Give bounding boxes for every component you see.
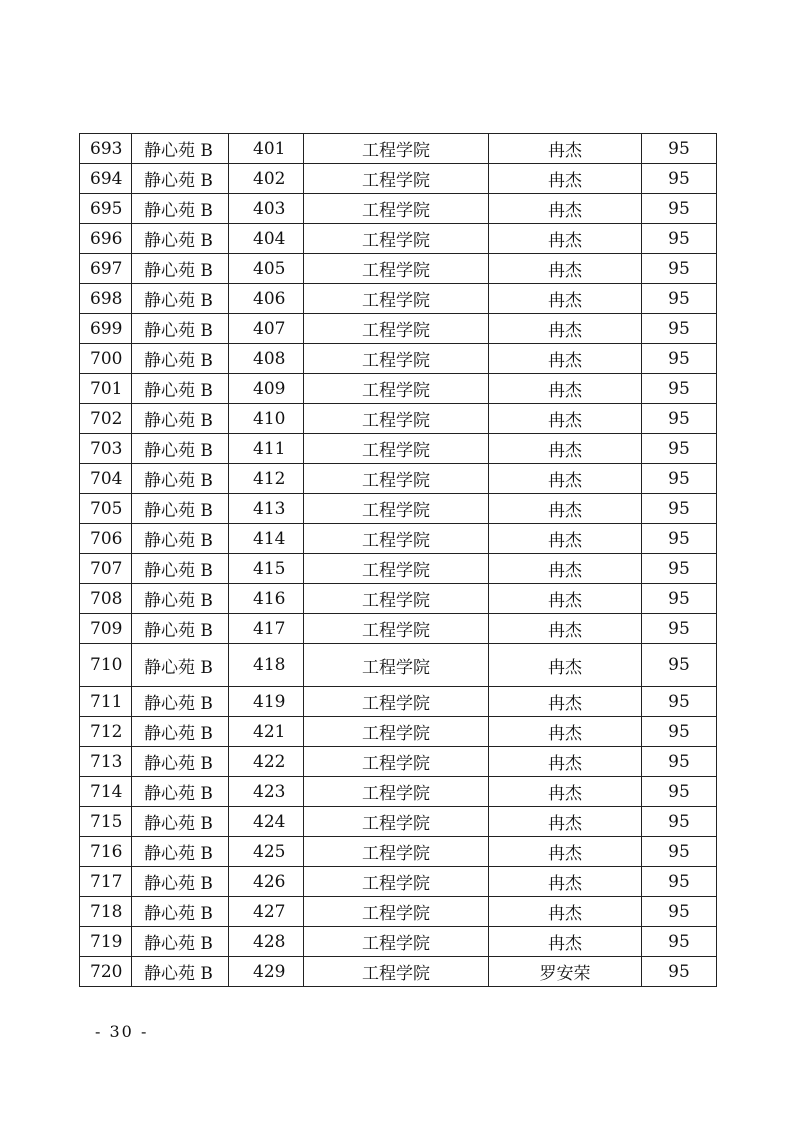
cell-room: 401 — [229, 134, 304, 164]
cell-building: 静心苑 B — [132, 644, 229, 687]
cell-room: 402 — [229, 164, 304, 194]
cell-score: 95 — [642, 554, 717, 584]
cell-college: 工程学院 — [304, 717, 489, 747]
cell-room: 412 — [229, 464, 304, 494]
table-row — [80, 134, 717, 164]
cell-building: 静心苑 B — [132, 584, 229, 614]
cell-id: 719 — [80, 927, 132, 957]
table-row — [80, 494, 717, 524]
cell-score: 95 — [642, 254, 717, 284]
cell-id: 705 — [80, 494, 132, 524]
cell-college: 工程学院 — [304, 284, 489, 314]
cell-college: 工程学院 — [304, 897, 489, 927]
cell-room: 428 — [229, 927, 304, 957]
cell-room: 410 — [229, 404, 304, 434]
cell-room: 423 — [229, 777, 304, 807]
cell-building: 静心苑 B — [132, 254, 229, 284]
cell-room: 425 — [229, 837, 304, 867]
cell-room: 411 — [229, 434, 304, 464]
cell-inspector: 冉杰 — [489, 344, 642, 374]
cell-inspector: 冉杰 — [489, 494, 642, 524]
cell-college: 工程学院 — [304, 524, 489, 554]
cell-room: 403 — [229, 194, 304, 224]
cell-id: 714 — [80, 777, 132, 807]
cell-score: 95 — [642, 374, 717, 404]
table-row — [80, 777, 717, 807]
table-row — [80, 644, 717, 687]
cell-inspector: 冉杰 — [489, 464, 642, 494]
cell-room: 413 — [229, 494, 304, 524]
cell-building: 静心苑 B — [132, 554, 229, 584]
cell-building: 静心苑 B — [132, 344, 229, 374]
cell-building: 静心苑 B — [132, 224, 229, 254]
cell-score: 95 — [642, 314, 717, 344]
cell-room: 418 — [229, 644, 304, 687]
cell-college: 工程学院 — [304, 807, 489, 837]
table-row — [80, 314, 717, 344]
table-row — [80, 897, 717, 927]
cell-room: 409 — [229, 374, 304, 404]
cell-score: 95 — [642, 747, 717, 777]
cell-college: 工程学院 — [304, 777, 489, 807]
cell-id: 698 — [80, 284, 132, 314]
table-row — [80, 284, 717, 314]
table-row — [80, 554, 717, 584]
cell-id: 696 — [80, 224, 132, 254]
cell-college: 工程学院 — [304, 614, 489, 644]
cell-score: 95 — [642, 494, 717, 524]
cell-college: 工程学院 — [304, 374, 489, 404]
table-row — [80, 927, 717, 957]
cell-id: 706 — [80, 524, 132, 554]
table-row — [80, 434, 717, 464]
cell-score: 95 — [642, 957, 717, 987]
table-row — [80, 957, 717, 987]
table-row — [80, 374, 717, 404]
inspection-table — [79, 133, 717, 987]
cell-score: 95 — [642, 344, 717, 374]
cell-id: 694 — [80, 164, 132, 194]
cell-score: 95 — [642, 717, 717, 747]
cell-college: 工程学院 — [304, 464, 489, 494]
cell-inspector: 冉杰 — [489, 897, 642, 927]
cell-room: 426 — [229, 867, 304, 897]
cell-id: 700 — [80, 344, 132, 374]
table-row — [80, 224, 717, 254]
cell-building: 静心苑 B — [132, 374, 229, 404]
cell-id: 697 — [80, 254, 132, 284]
cell-inspector: 冉杰 — [489, 927, 642, 957]
cell-college: 工程学院 — [304, 927, 489, 957]
cell-college: 工程学院 — [304, 194, 489, 224]
table-row — [80, 404, 717, 434]
cell-room: 407 — [229, 314, 304, 344]
cell-room: 415 — [229, 554, 304, 584]
cell-id: 720 — [80, 957, 132, 987]
cell-id: 712 — [80, 717, 132, 747]
cell-college: 工程学院 — [304, 687, 489, 717]
cell-id: 703 — [80, 434, 132, 464]
cell-inspector: 冉杰 — [489, 404, 642, 434]
cell-college: 工程学院 — [304, 837, 489, 867]
cell-room: 422 — [229, 747, 304, 777]
table-row — [80, 194, 717, 224]
cell-building: 静心苑 B — [132, 494, 229, 524]
cell-id: 702 — [80, 404, 132, 434]
cell-id: 707 — [80, 554, 132, 584]
cell-id: 711 — [80, 687, 132, 717]
cell-room: 427 — [229, 897, 304, 927]
cell-inspector: 冉杰 — [489, 224, 642, 254]
cell-inspector: 罗安荣 — [489, 957, 642, 987]
cell-score: 95 — [642, 837, 717, 867]
table-row — [80, 837, 717, 867]
cell-score: 95 — [642, 524, 717, 554]
cell-inspector: 冉杰 — [489, 134, 642, 164]
cell-room: 417 — [229, 614, 304, 644]
cell-score: 95 — [642, 897, 717, 927]
cell-id: 718 — [80, 897, 132, 927]
cell-inspector: 冉杰 — [489, 254, 642, 284]
table-row — [80, 584, 717, 614]
cell-college: 工程学院 — [304, 584, 489, 614]
cell-id: 704 — [80, 464, 132, 494]
cell-inspector: 冉杰 — [489, 867, 642, 897]
cell-id: 716 — [80, 837, 132, 867]
table-body — [80, 134, 717, 987]
cell-college: 工程学院 — [304, 494, 489, 524]
cell-college: 工程学院 — [304, 434, 489, 464]
cell-inspector: 冉杰 — [489, 164, 642, 194]
cell-building: 静心苑 B — [132, 717, 229, 747]
cell-id: 710 — [80, 644, 132, 687]
cell-room: 404 — [229, 224, 304, 254]
cell-building: 静心苑 B — [132, 164, 229, 194]
cell-college: 工程学院 — [304, 404, 489, 434]
cell-college: 工程学院 — [304, 957, 489, 987]
cell-score: 95 — [642, 644, 717, 687]
cell-building: 静心苑 B — [132, 687, 229, 717]
cell-college: 工程学院 — [304, 224, 489, 254]
cell-inspector: 冉杰 — [489, 614, 642, 644]
cell-room: 406 — [229, 284, 304, 314]
cell-inspector: 冉杰 — [489, 777, 642, 807]
cell-inspector: 冉杰 — [489, 807, 642, 837]
cell-college: 工程学院 — [304, 554, 489, 584]
cell-inspector: 冉杰 — [489, 837, 642, 867]
cell-room: 416 — [229, 584, 304, 614]
cell-score: 95 — [642, 867, 717, 897]
cell-id: 717 — [80, 867, 132, 897]
cell-building: 静心苑 B — [132, 314, 229, 344]
cell-id: 708 — [80, 584, 132, 614]
cell-building: 静心苑 B — [132, 524, 229, 554]
cell-id: 715 — [80, 807, 132, 837]
cell-building: 静心苑 B — [132, 957, 229, 987]
cell-inspector: 冉杰 — [489, 584, 642, 614]
table-row — [80, 524, 717, 554]
table-row — [80, 254, 717, 284]
cell-college: 工程学院 — [304, 747, 489, 777]
cell-score: 95 — [642, 464, 717, 494]
cell-college: 工程学院 — [304, 134, 489, 164]
cell-room: 414 — [229, 524, 304, 554]
cell-inspector: 冉杰 — [489, 194, 642, 224]
cell-room: 421 — [229, 717, 304, 747]
cell-building: 静心苑 B — [132, 747, 229, 777]
table-row — [80, 464, 717, 494]
cell-college: 工程学院 — [304, 344, 489, 374]
table-row — [80, 614, 717, 644]
cell-building: 静心苑 B — [132, 284, 229, 314]
cell-inspector: 冉杰 — [489, 434, 642, 464]
cell-id: 695 — [80, 194, 132, 224]
cell-building: 静心苑 B — [132, 927, 229, 957]
cell-score: 95 — [642, 927, 717, 957]
table-row — [80, 717, 717, 747]
cell-score: 95 — [642, 224, 717, 254]
cell-college: 工程学院 — [304, 867, 489, 897]
cell-building: 静心苑 B — [132, 614, 229, 644]
cell-score: 95 — [642, 584, 717, 614]
cell-id: 701 — [80, 374, 132, 404]
cell-id: 713 — [80, 747, 132, 777]
cell-inspector: 冉杰 — [489, 644, 642, 687]
table-row — [80, 687, 717, 717]
cell-id: 699 — [80, 314, 132, 344]
cell-building: 静心苑 B — [132, 434, 229, 464]
cell-building: 静心苑 B — [132, 867, 229, 897]
cell-id: 709 — [80, 614, 132, 644]
cell-building: 静心苑 B — [132, 807, 229, 837]
cell-college: 工程学院 — [304, 164, 489, 194]
cell-college: 工程学院 — [304, 644, 489, 687]
cell-college: 工程学院 — [304, 254, 489, 284]
cell-score: 95 — [642, 404, 717, 434]
cell-score: 95 — [642, 434, 717, 464]
cell-score: 95 — [642, 687, 717, 717]
cell-building: 静心苑 B — [132, 777, 229, 807]
cell-score: 95 — [642, 807, 717, 837]
cell-building: 静心苑 B — [132, 897, 229, 927]
cell-inspector: 冉杰 — [489, 524, 642, 554]
table-row — [80, 867, 717, 897]
cell-building: 静心苑 B — [132, 464, 229, 494]
page-number: - 30 - — [95, 1022, 149, 1041]
cell-building: 静心苑 B — [132, 134, 229, 164]
cell-building: 静心苑 B — [132, 837, 229, 867]
cell-college: 工程学院 — [304, 314, 489, 344]
cell-score: 95 — [642, 284, 717, 314]
cell-score: 95 — [642, 194, 717, 224]
cell-score: 95 — [642, 164, 717, 194]
cell-score: 95 — [642, 134, 717, 164]
cell-inspector: 冉杰 — [489, 554, 642, 584]
cell-room: 424 — [229, 807, 304, 837]
cell-room: 419 — [229, 687, 304, 717]
cell-room: 405 — [229, 254, 304, 284]
cell-building: 静心苑 B — [132, 194, 229, 224]
table-row — [80, 164, 717, 194]
cell-inspector: 冉杰 — [489, 374, 642, 404]
table-row — [80, 344, 717, 374]
cell-room: 408 — [229, 344, 304, 374]
cell-inspector: 冉杰 — [489, 747, 642, 777]
cell-score: 95 — [642, 614, 717, 644]
cell-room: 429 — [229, 957, 304, 987]
cell-inspector: 冉杰 — [489, 717, 642, 747]
cell-building: 静心苑 B — [132, 404, 229, 434]
cell-inspector: 冉杰 — [489, 687, 642, 717]
table-row — [80, 807, 717, 837]
cell-id: 693 — [80, 134, 132, 164]
cell-inspector: 冉杰 — [489, 314, 642, 344]
table-row — [80, 747, 717, 777]
cell-inspector: 冉杰 — [489, 284, 642, 314]
cell-score: 95 — [642, 777, 717, 807]
